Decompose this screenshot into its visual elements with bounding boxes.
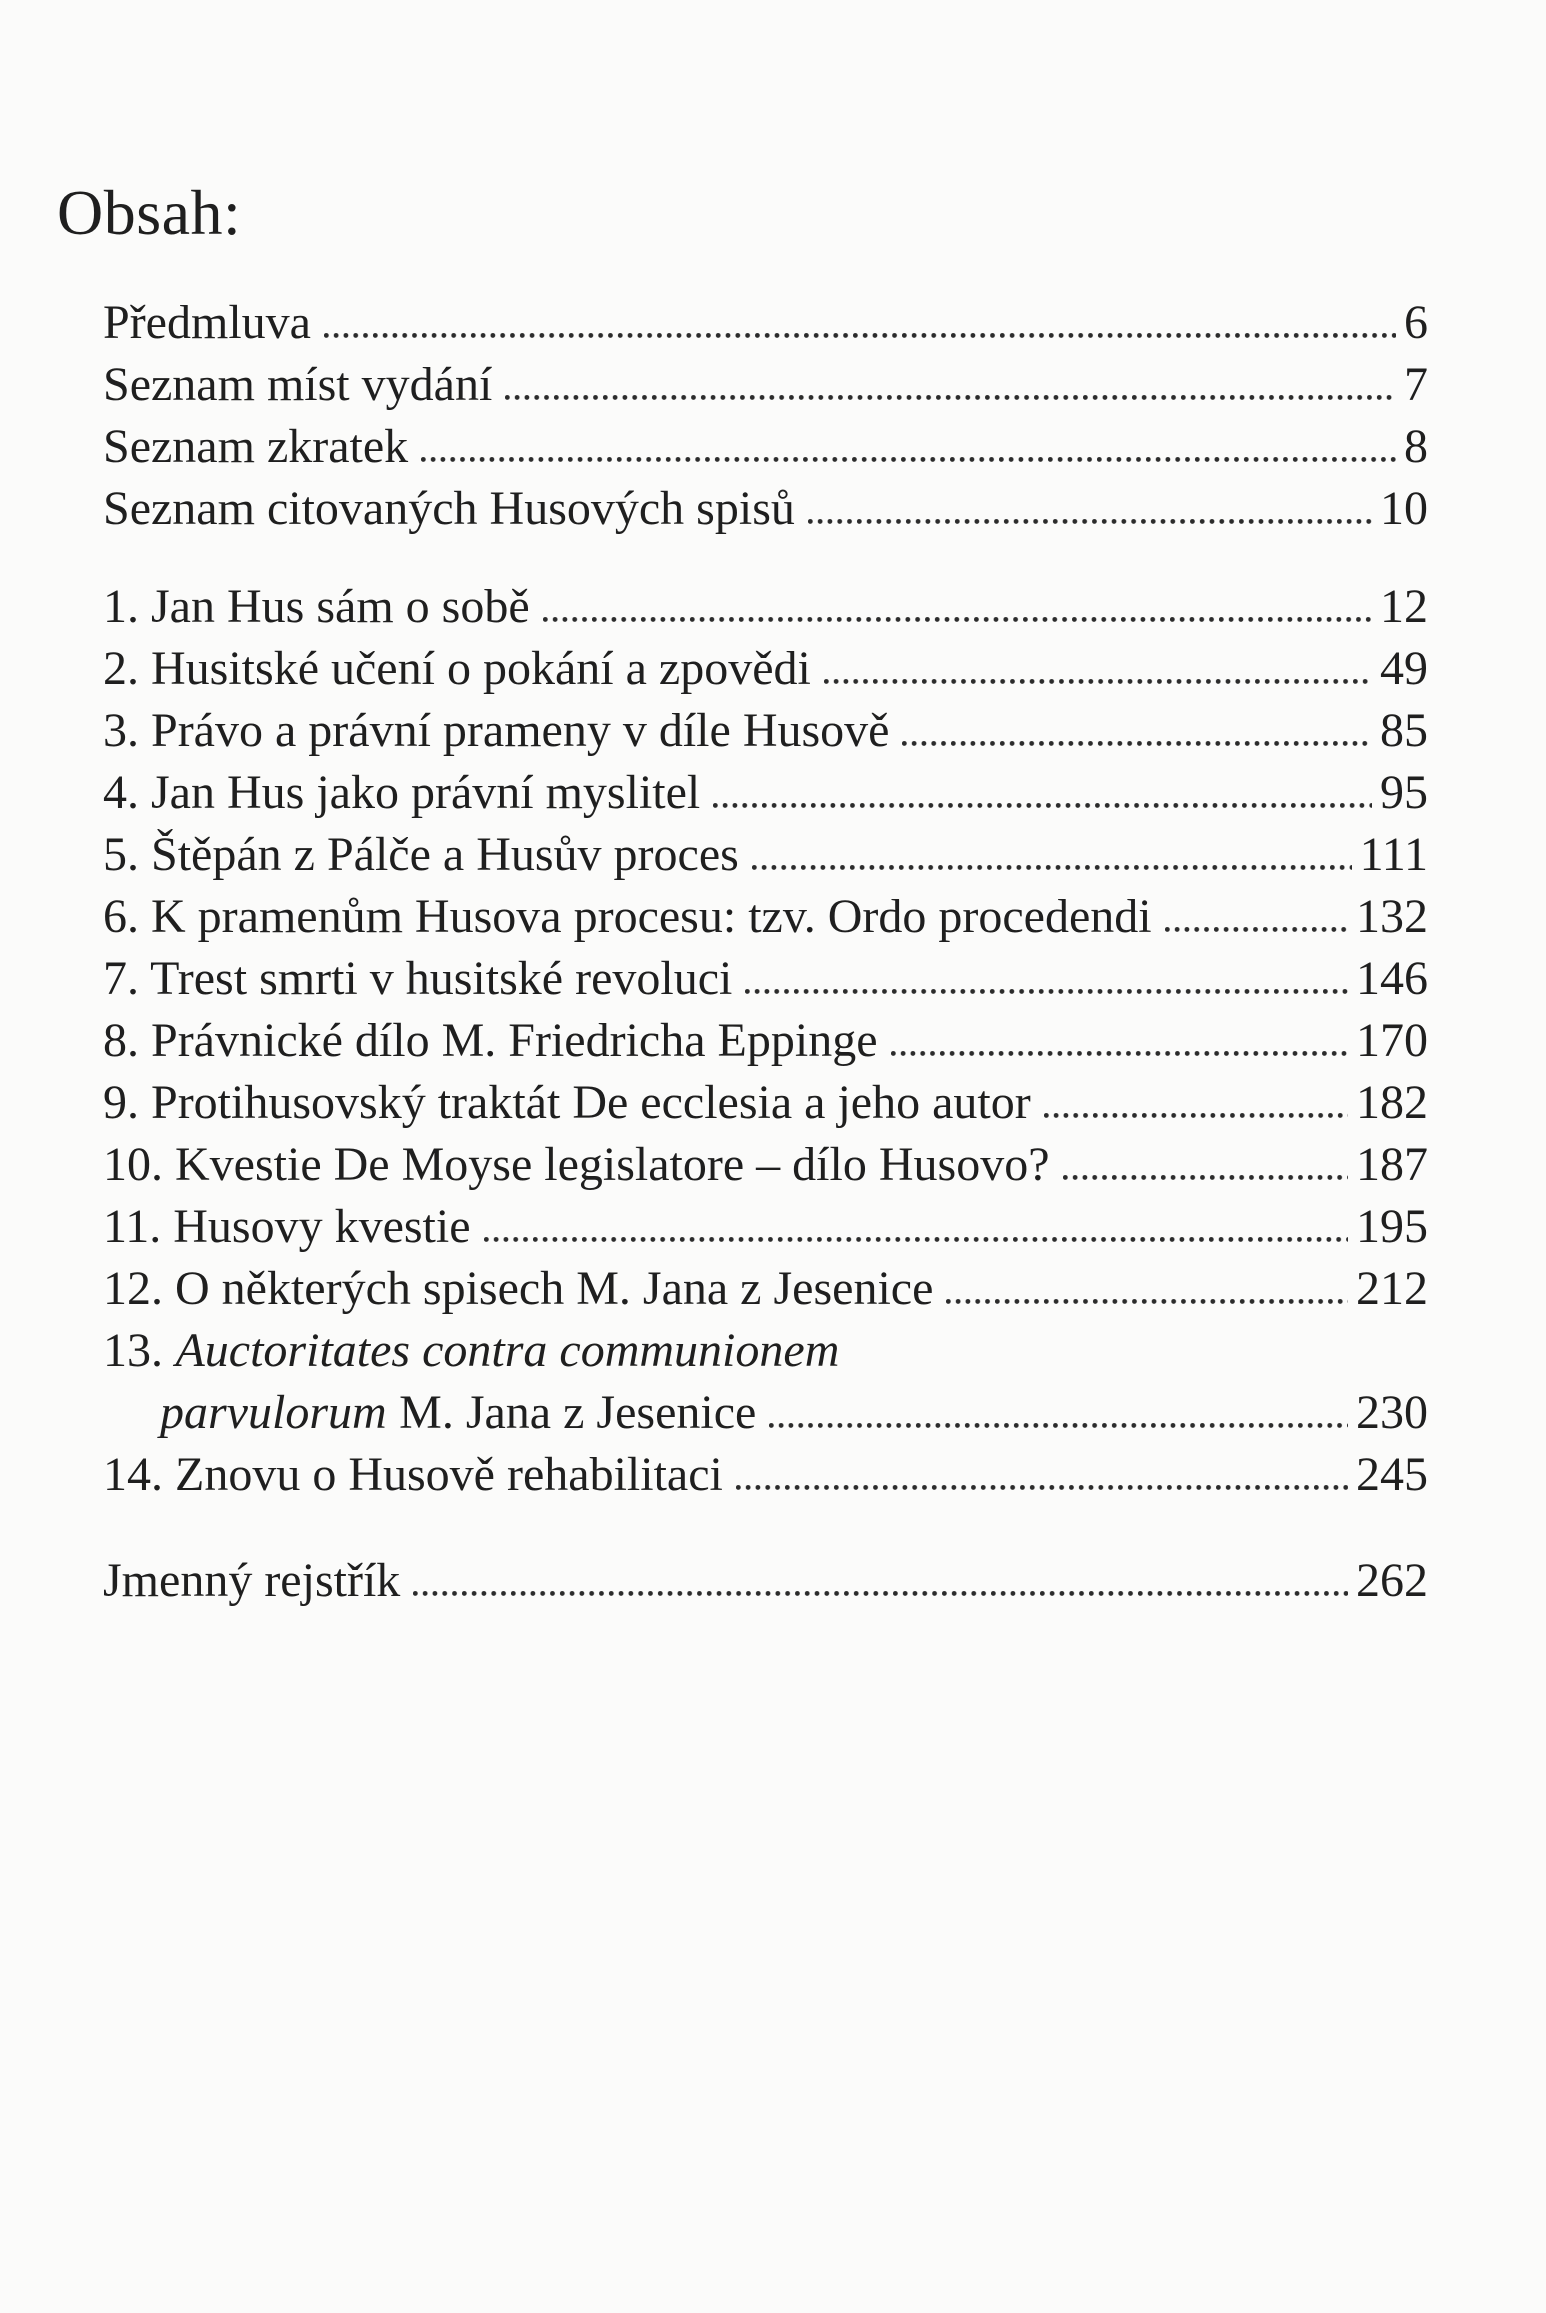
toc-entry-index [103,1550,1428,1612]
toc-entry-label: 6. K pramenům Husova procesu: tzv. Ordo procedendi [103,890,1152,943]
toc-entry [103,1196,1428,1258]
page-number: 49 [1380,642,1428,695]
chapter-number: 13. [103,1324,163,1377]
dotted-leader [421,457,1396,462]
toc-entry-13-line1 [103,1320,1428,1382]
page-number: 85 [1380,704,1428,757]
dotted-leader [752,865,1352,870]
page-number: 146 [1356,952,1428,1005]
dotted-leader [505,395,1396,400]
toc-entry-label: 7. Trest smrti v husitské revoluci [103,952,733,1005]
page-number: 262 [1356,1554,1428,1607]
page-number: 12 [1380,580,1428,633]
toc-entry [103,1258,1428,1320]
toc-entry-label: Seznam citovaných Husových spisů [103,482,795,535]
dotted-leader [808,519,1372,524]
dotted-leader [946,1299,1348,1304]
toc-entry-label: Jmenný rejstřík [103,1554,401,1607]
toc-entry [103,824,1428,886]
toc-entry [103,292,1428,354]
roman-title: M. Jana z Jesenice [399,1386,757,1439]
toc-entry-label: 12. O některých spisech M. Jana z Jesenice [103,1262,934,1315]
toc-entry [103,354,1428,416]
dotted-leader [543,617,1372,622]
toc-entry-label [103,1320,839,1382]
table-of-contents [103,292,1428,1612]
toc-entry [103,1010,1428,1072]
page-number: 10 [1380,482,1428,535]
page-number: 111 [1359,828,1428,881]
dotted-leader [736,1485,1348,1490]
toc-entry-label: Předmluva [103,296,311,349]
dotted-leader [1063,1175,1349,1180]
page-number: 132 [1356,890,1428,943]
page-number: 95 [1380,766,1428,819]
dotted-leader [413,1591,1348,1596]
section-gap [103,540,1428,576]
toc-entry-label: 2. Husitské učení o pokání a zpovědi [103,642,811,695]
page-title: Obsah: [57,177,242,248]
toc-entry-label: 10. Kvestie De Moyse legislatore – dílo Husovo? [103,1138,1050,1191]
toc-entry-label: Seznam míst vydání [103,358,493,411]
toc-entry-label: Seznam zkratek [103,420,409,473]
toc-entry-label: 11. Husovy kvestie [103,1200,471,1253]
toc-entry-label: 8. Právnické dílo M. Friedricha Eppinge [103,1014,878,1067]
dotted-leader [713,803,1372,808]
dotted-leader [745,989,1348,994]
page-number: 6 [1404,296,1428,349]
dotted-leader [824,679,1372,684]
toc-entry [103,948,1428,1010]
toc-entry-label: 9. Protihusovský traktát De ecclesia a jeho autor [103,1076,1031,1129]
toc-entry [103,576,1428,638]
page-number: 170 [1356,1014,1428,1067]
page-number: 7 [1404,358,1428,411]
dotted-leader [1165,927,1348,932]
page-number: 212 [1356,1262,1428,1315]
toc-entry [103,886,1428,948]
toc-entry-13-line2 [160,1382,1428,1444]
dotted-leader [324,333,1396,338]
dotted-leader [769,1423,1348,1428]
toc-entry-label: 5. Štěpán z Pálče a Husův proces [103,828,739,881]
toc-entry [103,1134,1428,1196]
dotted-leader [484,1237,1348,1242]
toc-entry-label: 3. Právo a právní prameny v díle Husově [103,704,890,757]
page-number: 8 [1404,420,1428,473]
dotted-leader [1044,1113,1348,1118]
toc-entry [103,478,1428,540]
section-gap [103,1506,1428,1550]
toc-entry-label: 4. Jan Hus jako právní myslitel [103,766,701,819]
toc-entry [103,638,1428,700]
italic-title: Auctoritates contra communionem [175,1324,840,1377]
toc-entry-label: 1. Jan Hus sám o sobě [103,580,530,633]
toc-entry-label: 14. Znovu o Husově rehabilitaci [103,1448,723,1501]
dotted-leader [891,1051,1349,1056]
toc-entry [103,416,1428,478]
toc-entry [103,1072,1428,1134]
dotted-leader [902,741,1372,746]
toc-entry [103,1444,1428,1506]
toc-entry [103,700,1428,762]
page-number: 195 [1356,1200,1428,1253]
page-number: 182 [1356,1076,1428,1129]
page-number: 230 [1356,1386,1428,1439]
page-number: 245 [1356,1448,1428,1501]
toc-entry-label [160,1382,756,1444]
italic-title: parvulorum [160,1386,387,1439]
page-number: 187 [1356,1138,1428,1191]
toc-entry [103,762,1428,824]
